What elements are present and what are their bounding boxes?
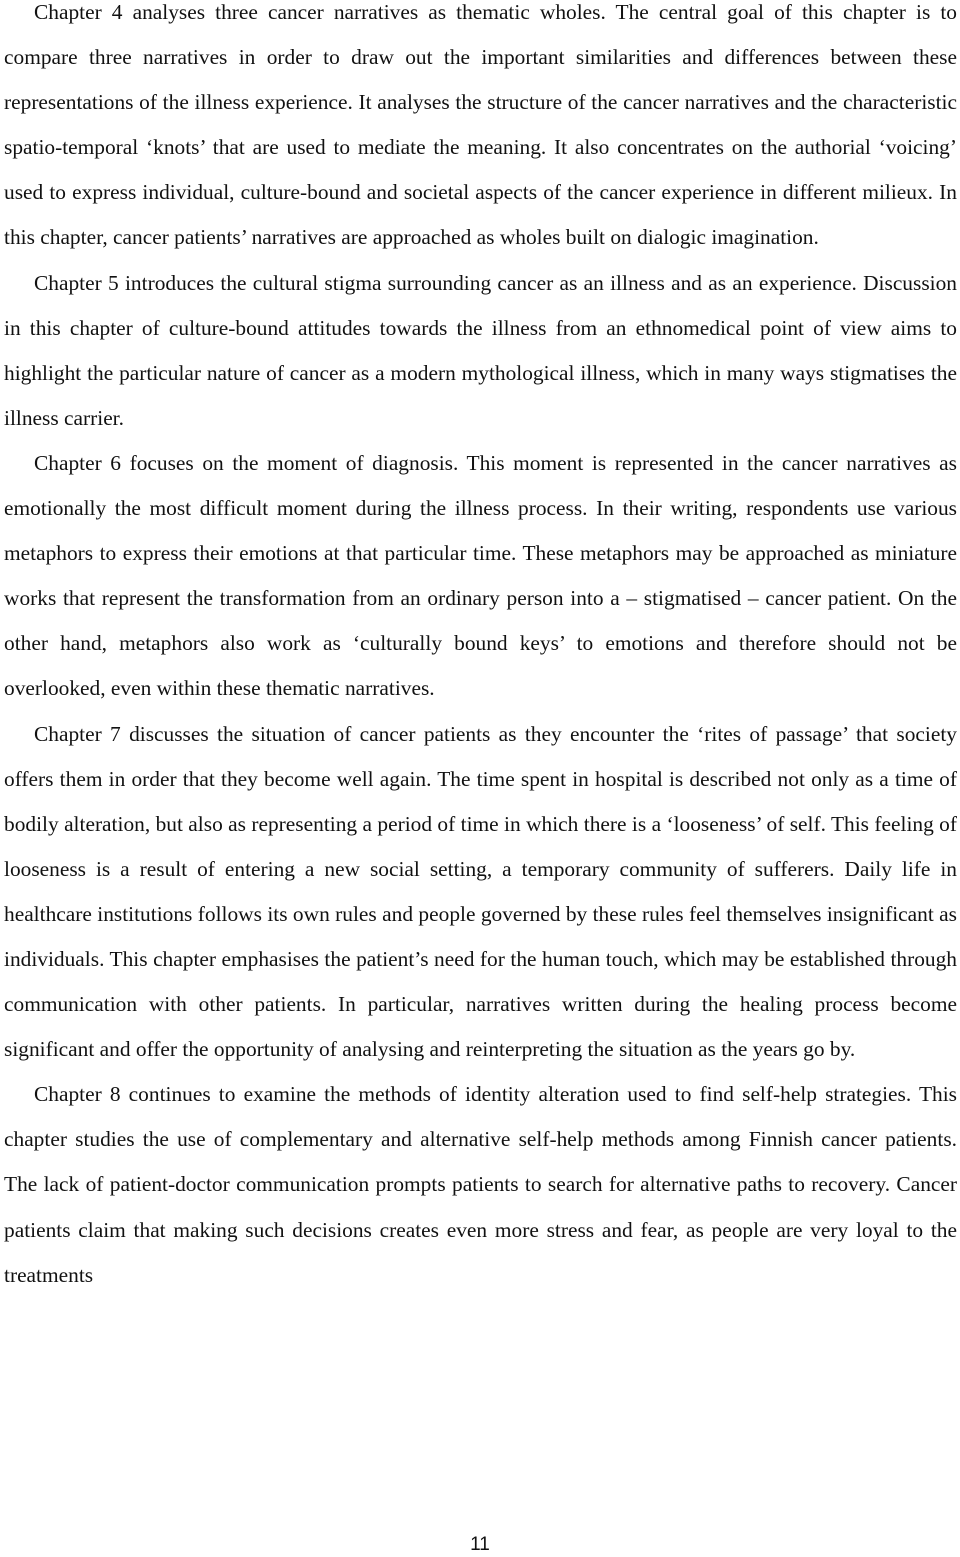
paragraph-chapter-6: Chapter 6 focuses on the moment of diagnosis. This moment is represented in the cancer narratives as emotionally the most difficult moment during the illness process. In their writing, respondents use various metaphors to express their emotions at that particular time. These metaphors may be approached as miniature works that represent the transformation from an ordinary person into a – stigmatised – cancer patient. On the other hand, metaphors also work as ‘culturally bound keys’ to emotions and therefore should not be overlooked, even within these thematic narratives. [4, 450, 957, 701]
paragraph-chapter-5: Chapter 5 introduces the cultural stigma surrounding cancer as an illness and as an experience. Discussion in this chapter of culture-bound attitudes towards the illness from an ethnomedical point of view aims to highlight the particular nature of cancer as a modern mythological illness, which in many ways stigmatises the illness carrier. [4, 270, 957, 430]
paragraph-chapter-8: Chapter 8 continues to examine the methods of identity alteration used to find self-help strategies. This chapter studies the use of complementary and alternative self-help methods among Finnish cancer patients. The lack of patient-doctor communication prompts patients to search for alternative paths to recovery. Cancer patients claim that making such decisions creates even more stress and fear, as people are very loyal to the treatments [4, 1082, 957, 1287]
paragraph-chapter-4: Chapter 4 analyses three cancer narratives as thematic wholes. The central goal of this chapter is to compare three narratives in order to draw out the important similarities and differences between these representations of the illness experience. It analyses the structure of the cancer narratives and the characteristic spatio-temporal ‘knots’ that are used to mediate the meaning. It also concentrates on the authorial ‘voicing’ used to express individual, culture-bound and societal aspects of the cancer experience in different milieux. In this chapter, cancer patients’ narratives are approached as wholes built on dialogic imagination. [4, 0, 957, 250]
page-number: 11 [470, 1534, 490, 1555]
paragraph-chapter-7: Chapter 7 discusses the situation of cancer patients as they encounter the ‘rites of passage’ that society offers them in order that they become well again. The time spent in hospital is described not only as a time of bodily alteration, but also as representing a period of time in which there is a ‘looseness’ of self. This feeling of looseness is a result of entering a new social setting, a temporary community of sufferers. Daily life in healthcare institutions follows its own rules and people governed by these rules feel themselves insignificant as individuals. This chapter emphasises the patient’s need for the human touch, which may be established through communication with other patients. In particular, narratives written during the healing process become significant and offer the opportunity of analysing and reinterpreting the situation as the years go by. [4, 721, 957, 1062]
page-body [4, 0, 957, 1298]
